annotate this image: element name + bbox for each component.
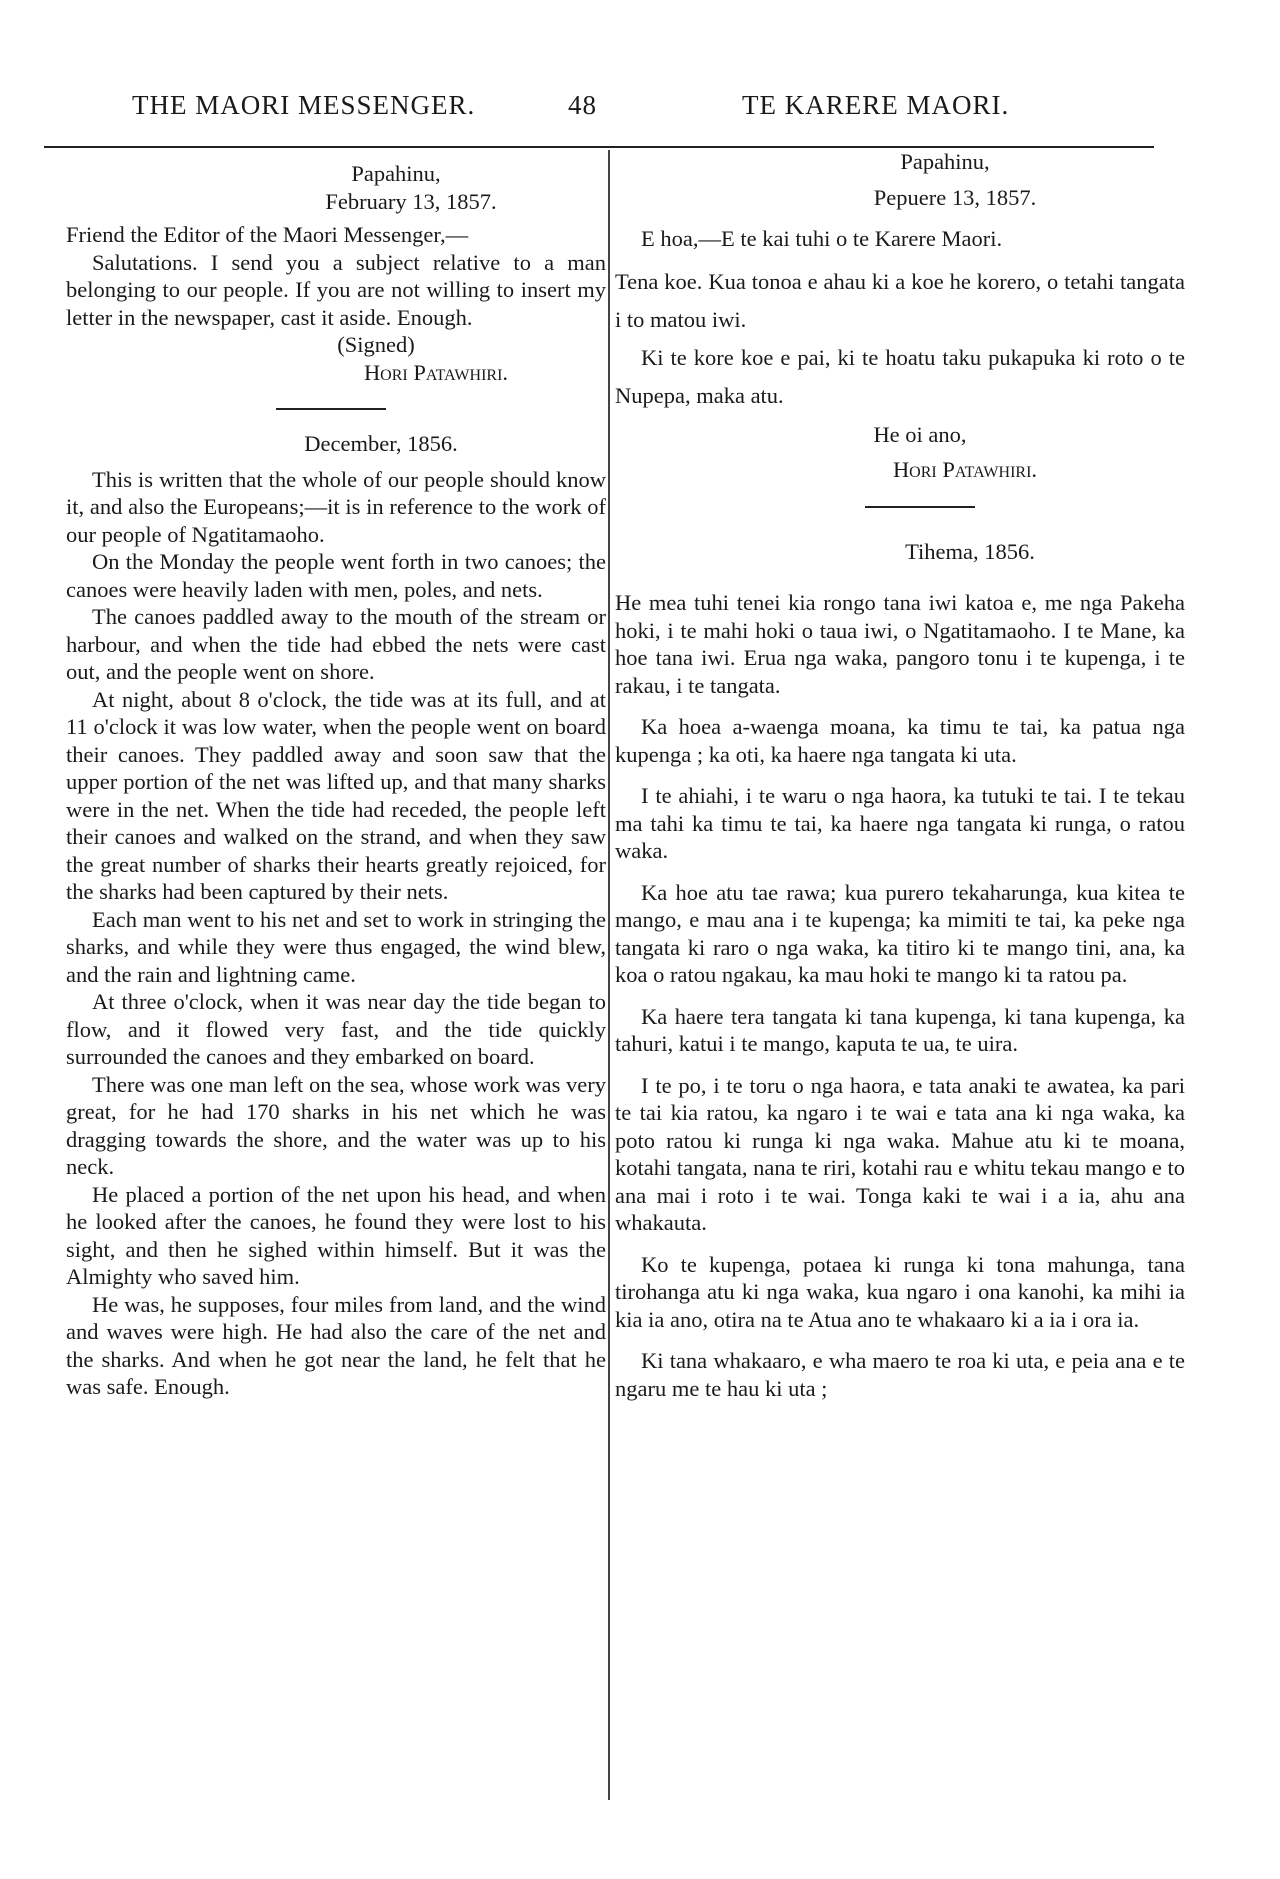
letter-date: February 13, 1857. [325,188,497,214]
story-date: Tihema, 1856. [905,538,1035,564]
story-paragraph: At night, about 8 o'clock, the tide was at its full, and at 11 o'clock it was low water, when the people went on board their canoes. They paddled away and soon saw that the upper portion of the net was lifted up, and that many sharks were in the net. When the tide had receded, the people left their canoes and walked on the strand, and when they saw the great number of sharks their hearts greatly rejoiced, for the sharks had been captured by their nets. [66,686,606,904]
maori-title: TE KARERE MAORI. [742,90,1010,120]
letter-signed: (Signed) [337,332,415,357]
story-paragraph: Ka hoe atu tae rawa; kua purero tekaharunga, kua kitea te mango, e mau ana i te kupenga; ka mimiti te tai, ka peke nga tangata ki raro o nga waka, ka titiro ki te mango tini, ana, ka koa o ratou ngakau, ka mau hoki te mango ki ta ratou pa. [615,879,1185,987]
letter-closing: He oi ano, [873,421,967,447]
story-paragraph: On the Monday the people went forth in two canoes; the canoes were heavily laden with men, poles, and nets. [66,549,606,602]
letter-salutation: Friend the Editor of the Maori Messenger,— [66,222,469,247]
story-paragraph: This is written that the whole of our people should know it, and also the Europeans;—it is in reference to the work of our people of Ngatitamaoho. [66,466,606,547]
column-divider [608,150,610,1800]
story-paragraph: Ki tana whakaaro, e wha maero te roa ki uta, e peia ana e te ngaru me te hau ki uta ; [615,1348,1185,1401]
story-paragraph: He was, he supposes, four miles from land, and the wind and waves were high. He had also the care of the net and the sharks. And when he got near the land, he felt that he was safe. Enough. [66,1291,606,1399]
english-column [66,160,606,1401]
letter-body: Tena koe. Kua tonoa e ahau ki a koe he korero, o tetahi tangata i to matou iwi. [615,268,1185,332]
story-paragraph: The canoes paddled away to the mouth of the stream or harbour, and when the tide had ebbed the nets were cast out, and the people went on shore. [66,604,606,684]
page-header [120,90,1150,130]
letter-body: Salutations. I send you a subject relative to a man belonging to our people. If you are not willing to insert my letter in the newspaper, cast it aside. Enough. [66,249,606,330]
story-paragraph: At three o'clock, when it was near day the tide began to flow, and it flowed very fast, and the tide quickly surrounded the canoes and they embarked on board. [66,989,606,1069]
story-paragraph: Ko te kupenga, potaea ki runga ki tona mahunga, tana tirohanga atu ki nga waka, kua ngaro i ona kanohi, ka mihi ia kia ia ano, otira na te Atua ano te whakaaro ki a ia i ora ia. [615,1251,1185,1332]
letter-body: Ki te kore koe e pai, ki te hoatu taku pukapuka ki roto o te Nupepa, maka atu. [615,344,1185,408]
story-date: December, 1856. [304,431,458,456]
letter-place: Papahinu, [351,161,441,186]
story-paragraph: Ka hoea a-waenga moana, ka timu te tai, ka patua nga kupenga ; ka oti, ka haere nga tangata ki uta. [615,714,1185,767]
section-rule [865,506,975,508]
letter-salutation: E hoa,—E te kai tuhi o te Karere Maori. [641,226,1003,251]
maori-column [615,148,1185,1402]
story-paragraph: Ka haere tera tangata ki tana kupenga, ki tana kupenga, ka tahuri, katui i te mango, kaputa te ua, te uira. [615,1003,1185,1056]
story-paragraph: I te ahiahi, i te waru o nga haora, ka tutuki te tai. I te tekau ma tahi ka timu te tai, ka haere nga tangata ki runga, o ratou waka. [615,783,1185,863]
story-paragraph: Each man went to his net and set to work in stringing the sharks, and while they were thus engaged, the wind blew, and the rain and lightning came. [66,906,606,987]
letter-signature: Hori Patawhiri. [363,359,509,385]
letter-date: Pepuere 13, 1857. [873,184,1037,210]
story-paragraph: He placed a portion of the net upon his head, and when he looked after the canoes, he found they were lost to his sight, and then he sighed within himself. But it was the Almighty who saved him. [66,1181,606,1289]
section-rule [276,408,386,410]
story-paragraph: I te po, i te toru o nga haora, e tata anaki te awatea, ka pari te tai kia ratou, ka ngaro i te wai e tata ana ki nga waka, ka poto ratou ki runga ki nga waka. Mahue atu ki te moana, kotahi tangata, nana te riri, kotahi rau e whitu tekau mango e to ana mai i roto i te wai. Tonga kaki te wai i a ia, ahu ana whakauta. [615,1072,1185,1235]
page-number: 48 [568,90,597,120]
letter-signature: Hori Patawhiri. [892,457,1038,482]
story-paragraph: There was one man left on the sea, whose work was very great, for he had 170 sharks in his net which he was dragging towards the shore, and the water was up to his neck. [66,1071,606,1179]
letter-place: Papahinu, [900,149,990,174]
english-title: THE MAORI MESSENGER. [132,90,476,120]
story-paragraph: He mea tuhi tenei kia rongo tana iwi katoa e, me nga Pakeha hoki, i te mahi hoki o taua iwi, o Ngatitamaoho. I te Mane, ka hoe tana iwi. Erua nga waka, pangoro tonu i te kupenga, i te rakau, i te tangata. [615,590,1185,698]
